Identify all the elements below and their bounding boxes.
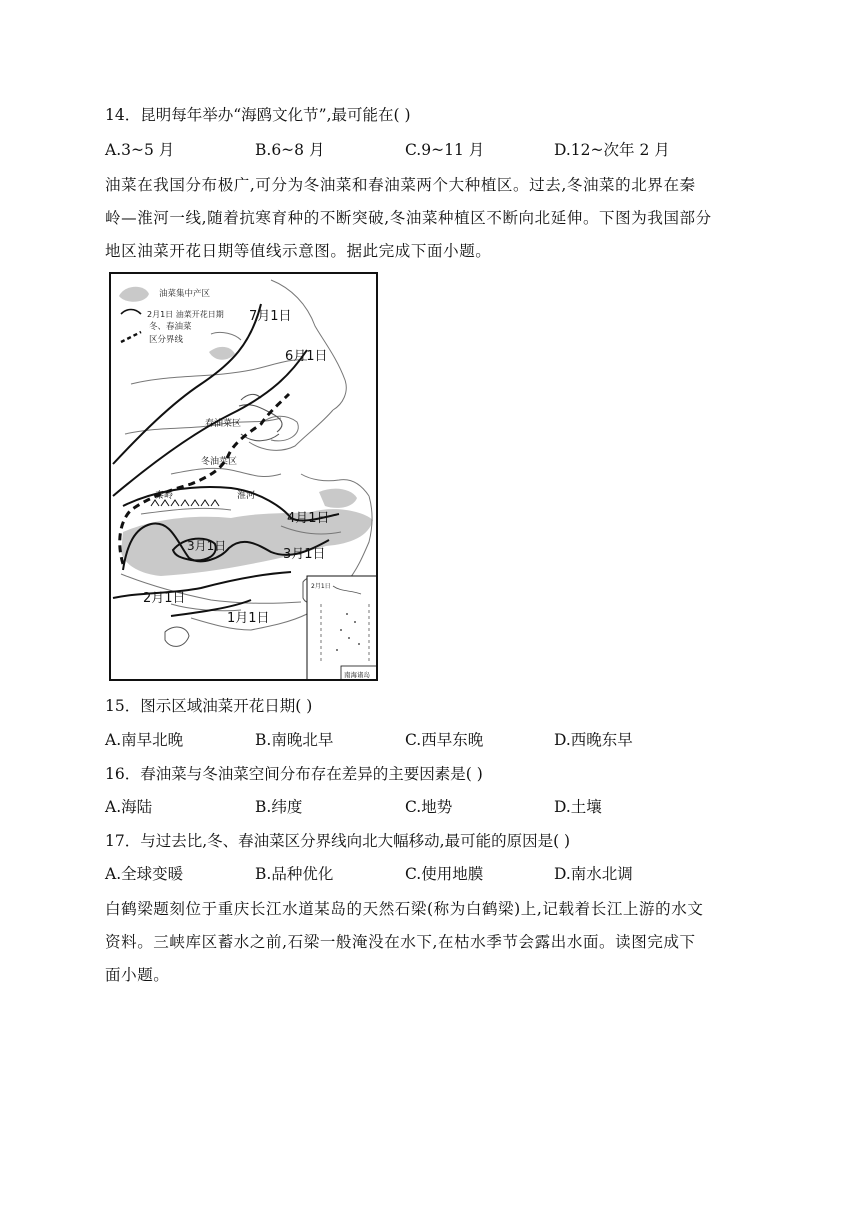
rapeseed-flowering-map — [109, 272, 378, 681]
label-spring-zone: 春油菜区 — [205, 419, 242, 429]
option-b[interactable]: B.纬度 — [255, 798, 303, 816]
label-feb1: 2月1日 — [143, 591, 186, 606]
option-a[interactable]: A.全球变暖 — [105, 865, 184, 883]
option-d[interactable]: D.西晚东早 — [554, 731, 633, 749]
question-16-stem: 16．春油菜与冬油菜空间分布存在差异的主要因素是( ) — [105, 765, 483, 783]
rapeseed-area-east — [319, 489, 357, 508]
intro-paragraph-line: 油菜在我国分布极广,可分为冬油菜和春油菜两个大种植区。过去,冬油菜的北界在秦 — [105, 176, 696, 194]
option-d[interactable]: D.南水北调 — [554, 865, 633, 883]
option-b[interactable]: B.南晚北早 — [255, 731, 334, 749]
option-c[interactable]: C.地势 — [405, 798, 453, 816]
question-16-options — [105, 797, 765, 817]
option-a[interactable]: A.南早北晚 — [105, 731, 184, 749]
question-17-options — [105, 864, 765, 884]
intro-paragraph-2-line: 白鹤梁题刻位于重庆长江水道某岛的天然石梁(称为白鹤梁)上,记载着长江上游的水文 — [105, 900, 704, 918]
label-jul1: 7月1日 — [249, 309, 292, 324]
intro-paragraph-2-line: 资料。三峡库区蓄水之前,石梁一般淹没在水下,在枯水季节会露出水面。读图完成下 — [105, 933, 696, 951]
label-jan1: 1月1日 — [227, 611, 270, 626]
legend-isoline-label: 2月1日 油菜开花日期 — [147, 310, 224, 319]
option-b[interactable]: B.品种优化 — [255, 865, 334, 883]
question-14-stem: 14．昆明每年举办“海鸥文化节”,最可能在( ) — [105, 106, 411, 124]
label-mar1: 3月1日 — [283, 547, 326, 562]
legend-boundary-label-1: 冬、春油菜 — [149, 322, 192, 332]
legend-area-swatch — [119, 287, 149, 302]
option-c[interactable]: C.西早东晚 — [405, 731, 484, 749]
legend-boundary-label-2: 区分界线 — [149, 335, 184, 345]
question-15-options — [105, 730, 765, 750]
label-winter-zone: 冬油菜区 — [201, 457, 238, 467]
rapeseed-area-north — [209, 347, 235, 360]
option-c[interactable]: C.使用地膜 — [405, 865, 484, 883]
south-china-sea-inset — [307, 576, 378, 681]
question-17-stem: 17．与过去比,冬、春油菜区分界线向北大幅移动,最可能的原因是( ) — [105, 832, 571, 850]
inset-title: 南海诸岛 — [344, 671, 370, 679]
question-15-stem: 15．图示区域油菜开花日期( ) — [105, 697, 313, 715]
map-drawing — [111, 274, 378, 681]
option-c[interactable]: C.9~11 月 — [405, 141, 485, 159]
label-jun1: 6月1日 — [285, 349, 328, 364]
option-a[interactable]: A.海陆 — [105, 798, 153, 816]
isoline-feb1 — [113, 572, 291, 598]
label-qinling: 秦岭 — [155, 491, 174, 501]
label-apr1: 4月1日 — [287, 511, 330, 526]
map-labels — [143, 309, 330, 626]
intro-paragraph-line: 地区油菜开花日期等值线示意图。据此完成下面小题。 — [105, 242, 492, 260]
legend-area-label: 油菜集中产区 — [159, 289, 211, 299]
label-huaihe: 淮河 — [237, 491, 256, 501]
label-mar1-inner: 3月1日 — [187, 539, 227, 553]
option-b[interactable]: B.6~8 月 — [255, 141, 325, 159]
intro-paragraph-line: 岭—淮河一线,随着抗寒育种的不断突破,冬油菜种植区不断向北延伸。下图为我国部分 — [105, 209, 712, 227]
hainan-island — [165, 627, 189, 646]
option-a[interactable]: A.3~5 月 — [105, 141, 175, 159]
inset-feb-label: 2月1日 — [311, 583, 331, 590]
option-d[interactable]: D.12~次年 2 月 — [554, 141, 670, 159]
intro-paragraph-2-line: 面小题。 — [105, 966, 170, 984]
question-14-options — [105, 140, 765, 160]
option-d[interactable]: D.土壤 — [554, 798, 602, 816]
